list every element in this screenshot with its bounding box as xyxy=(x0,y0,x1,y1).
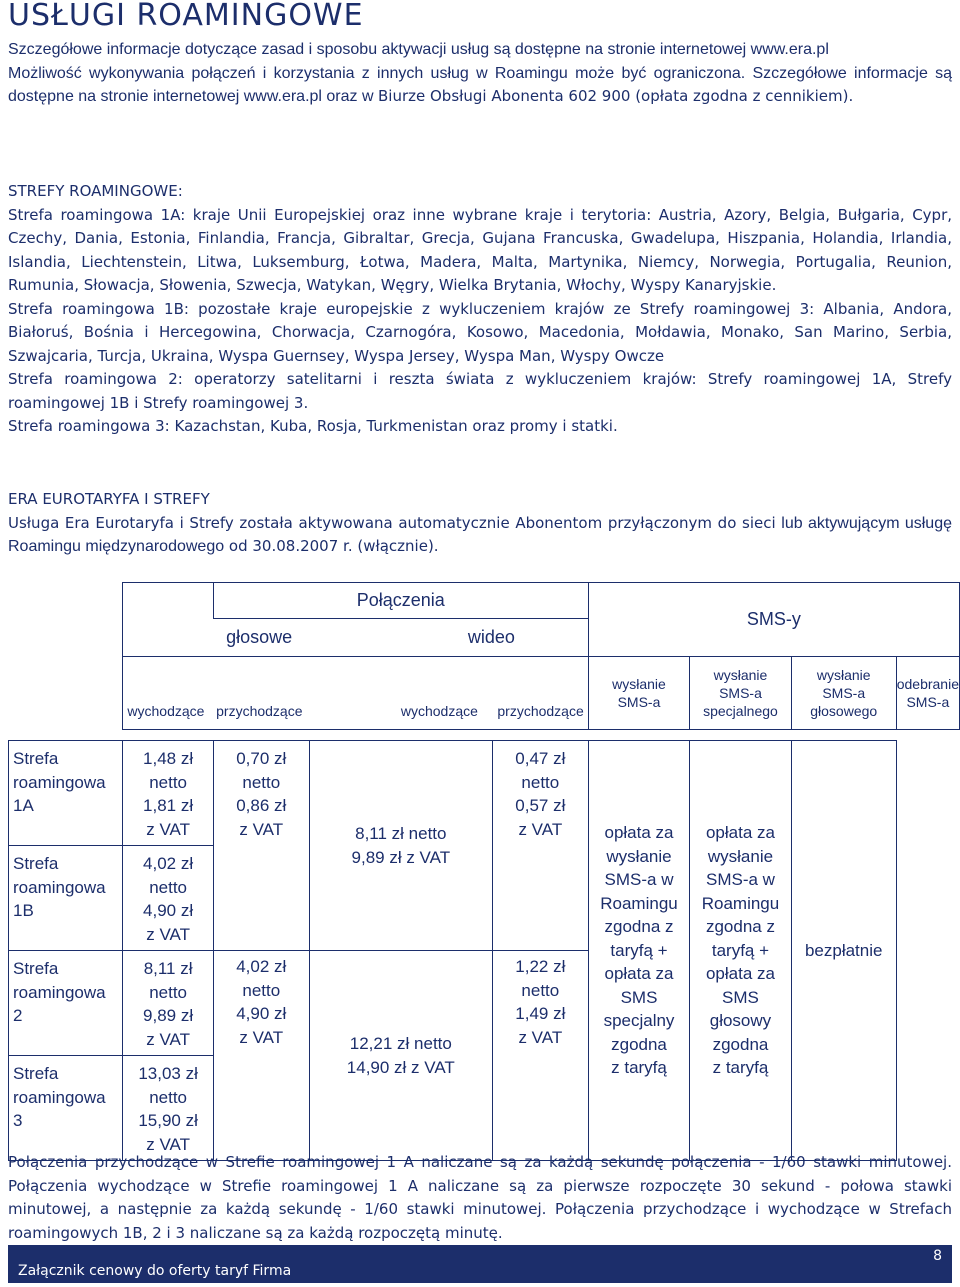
wideo-2-cell: 12,21 zł netto 14,90 zł z VAT xyxy=(309,951,492,1161)
header-smsy: SMS-y xyxy=(588,583,959,657)
page-title: USŁUGI ROAMINGOWE xyxy=(8,0,364,33)
tariff-table xyxy=(8,582,960,1161)
zones-section xyxy=(8,180,952,439)
note-section xyxy=(8,1151,952,1245)
header-glosowe: głosowe xyxy=(123,619,395,657)
header-video-wych: wychodzące przychodzące xyxy=(309,693,588,730)
odb-cell: bezpłatnie xyxy=(791,741,896,1161)
era-section xyxy=(8,488,952,559)
sms-spec-cell: opłata za wysłanie SMS-a w Roamingu zgodna z taryfą + opłata za SMS specjalny zgodna z taryfą xyxy=(588,741,689,1161)
sms-2-cell: 1,22 zł netto 1,49 zł z VAT xyxy=(492,951,588,1161)
header-sms-specjalny: wysłanie SMS-a specjalnego xyxy=(690,657,791,730)
era-heading: ERA EUROTARYFA I STREFY xyxy=(8,490,210,508)
sms-1-cell: 0,47 zł netto 0,57 zł z VAT xyxy=(492,741,588,951)
zone-2-text: Strefa roamingowa 2: operatorzy satelitarni i reszta świata z wykluczeniem krajów: Strefy roamingowej 1A, Strefy roamingowej 1B i Strefy roamingowej 3. xyxy=(8,370,952,412)
zone-1b-text: Strefa roamingowa 1B: pozostałe kraje europejskie z wykluczeniem krajów ze Strefy roamingowej 3: Albania, Andora, Białoruś, Bośnia i Hercegowina, Chorwacja, Czarnogóra, Kosowo, Macedonia, Mołdawia, Monako, San Marino, Serbia, Szwajcaria, Turcja, Ukraina, Wyspa Guernsey, Wyspa Jersey, Wyspa Man, Wyspy Owcze xyxy=(8,299,952,365)
zone-3-text: Strefa roamingowa 3: Kazachstan, Kuba, Rosja, Turkmenistan oraz promy i statki. xyxy=(8,417,618,435)
intro-section xyxy=(8,38,952,109)
era-text-c: od 30.08.2007 r. (włącznie). xyxy=(228,537,439,555)
table-corner xyxy=(9,583,123,657)
intro-line-2b: Biurze Obsługi Abonenta 602 900 (opłata zgodna z cennikiem). xyxy=(377,87,854,105)
intro-line-1: Szczegółowe informacje dotyczące zasad i sposobu aktywacji usług są dostępne na stronie internetowej www.era.pl xyxy=(8,41,829,58)
sms-glos-cell: opłata za wysłanie SMS-a w Roamingu zgodna z taryfą + opłata za SMS głosowy zgodna z taryfą xyxy=(690,741,791,1161)
wych-2-cell: 8,11 zł netto 9,89 zł z VAT xyxy=(123,951,213,1056)
header-polaczenia: Połączenia xyxy=(213,583,588,619)
era-text xyxy=(8,512,952,559)
zone-2-cell: Strefa roamingowa 2 xyxy=(9,951,123,1056)
wych-1b-cell: 4,02 zł netto 4,90 zł z VAT xyxy=(123,846,213,951)
zone-3-cell: Strefa roamingowa 3 xyxy=(9,1056,123,1161)
footer-label: Załącznik cenowy do oferty taryf Firma xyxy=(18,1263,292,1279)
era-text-b: lub aktywującym usługę Roamingu międzynarodowego xyxy=(8,514,952,555)
header-sms-wyslanie: wysłanie SMS-a xyxy=(588,657,689,730)
footer-bar xyxy=(8,1245,952,1283)
billing-note: Połączenia przychodzące w Strefie roamingowej 1 A naliczane są za każdą sekundę połączenia - 1/60 stawki minutowej. Połączenia wychodzące w Strefie roamingowej 1 A naliczane są za pierwsze rozpoczęte 30 sekund - połowa stawki minutowej, a następnie za każdą sekundę - 1/60 stawki minutowej. Połączenia przychodzące i wychodzące w Strefach roamingowych 1B, 2 i 3 naliczane są za każdą rozpoczętą minutę. xyxy=(8,1153,952,1242)
intro-line-2 xyxy=(8,62,952,109)
header-voice-wych: wychodzące przychodzące xyxy=(123,693,309,730)
page-number: 8 xyxy=(933,1248,942,1264)
header-wideo: wideo xyxy=(395,619,588,657)
header-sms-odebranie: odebranie SMS-a xyxy=(896,657,959,730)
wych-1a-cell: 1,48 zł netto 1,81 zł z VAT xyxy=(123,741,213,846)
wych-3-cell: 13,03 zł netto 15,90 zł z VAT xyxy=(123,1056,213,1161)
zone-1b-cell: Strefa roamingowa 1B xyxy=(9,846,123,951)
zone-1a-text: Strefa roamingowa 1A: kraje Unii Europejskiej oraz inne wybrane kraje i terytoria: Austria, Azory, Belgia, Bułgaria, Cypr, Czechy, Dania, Estonia, Finlandia, Francja, Gibraltar, Grecja, Gujana Francuska, Gwadelupa, Hiszpania, Holandia, Irlandia, Islandia, Liechtenstein, Litwa, Luksemburg, Łotwa, Madera, Malta, Martynika, Niemcy, Norwegia, Portugalia, Reunion, Rumunia, Słowacja, Słowenia, Szwecja, Watykan, Węgry, Wielka Brytania, Włochy, Wyspy Kanaryjskie. xyxy=(8,205,952,294)
era-text-a: Usługa Era Eurotaryfa i Strefy została aktywowana automatycznie Abonentom przyłączonym do sieci xyxy=(8,513,776,532)
przych-1-cell: 0,70 zł netto 0,86 zł z VAT xyxy=(213,741,309,951)
zone-1a-cell: Strefa roamingowa 1A xyxy=(9,741,123,846)
header-sms-glosowy: wysłanie SMS-a głosowego xyxy=(791,657,896,730)
wideo-1-cell: 8,11 zł netto 9,89 zł z VAT xyxy=(309,741,492,951)
zones-heading: STREFY ROAMINGOWE: xyxy=(8,182,183,200)
przych-2-cell: 4,02 zł netto 4,90 zł z VAT xyxy=(213,951,309,1161)
intro-line-2a: Możliwość wykonywania połączeń i korzystania z innych usług w Roamingu może być ograniczona. Szczegółowe informacje są dostępne na stronie internetowej www.era.pl oraz w xyxy=(8,64,952,105)
